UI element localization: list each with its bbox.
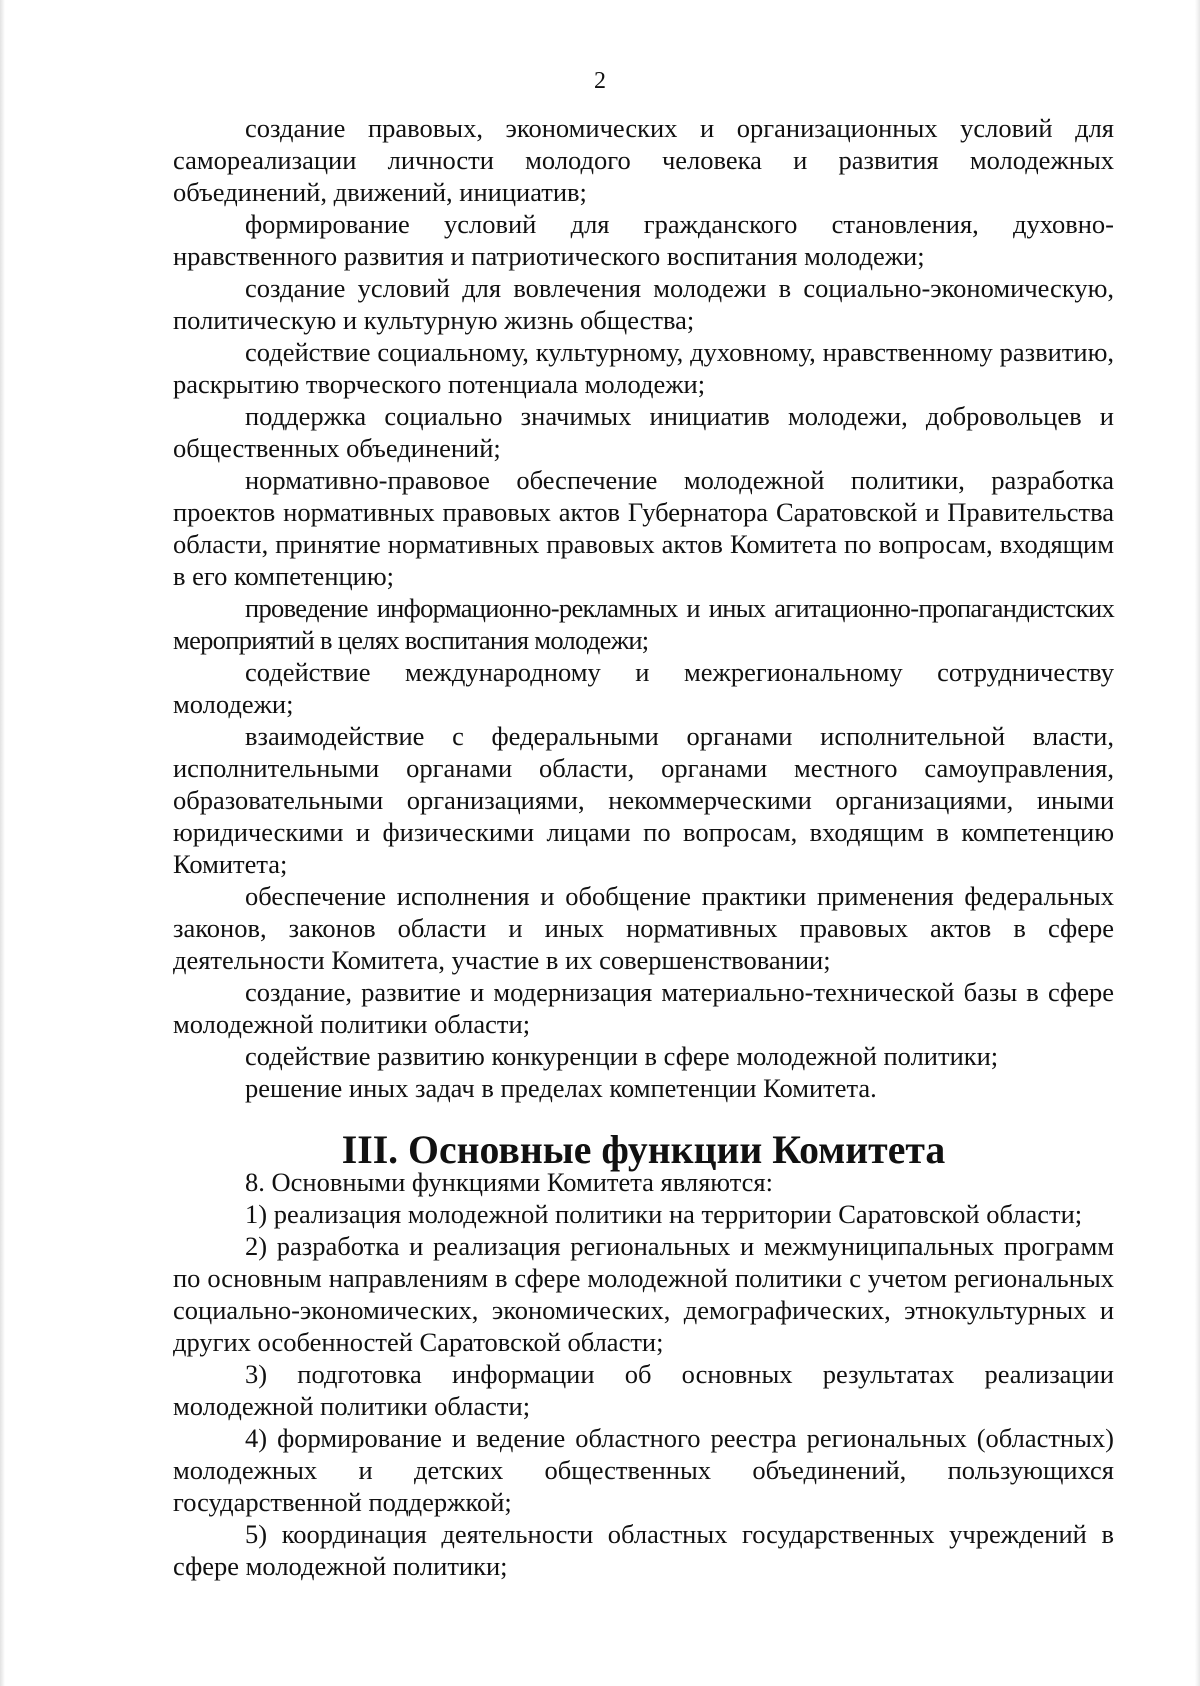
paragraph: создание, развитие и модернизация материально-технической базы в сфере молодежной политики области;	[173, 977, 1114, 1039]
section-heading: III. Основные функции Комитета	[341, 1128, 946, 1172]
paragraph: взаимодействие с федеральными органами исполнительной власти, исполнительными органами области, органами местного самоуправления, образовательными организациями, некоммерческими организациями, иными юридическими и физическими лицами по вопросам, входящим в компетенцию Комитета;	[173, 721, 1114, 879]
paragraph: содействие развитию конкуренции в сфере молодежной политики;	[245, 1041, 999, 1071]
document-body	[173, 112, 1114, 1582]
paragraph: обеспечение исполнения и обобщение практики применения федеральных законов, законов области и иных нормативных правовых актов в сфере деятельности Комитета, участие в их совершенствовании;	[173, 881, 1114, 975]
scan-edge-left	[0, 0, 5, 1686]
list-item: 4) формирование и ведение областного реестра региональных (областных) молодежных и детских общественных объединений, пользующихся государственной поддержкой;	[173, 1423, 1114, 1517]
paragraph: создание правовых, экономических и организационных условий для самореализации личности молодого человека и развития молодежных объединений, движений, инициатив;	[173, 113, 1114, 207]
list-item: 1) реализация молодежной политики на территории Саратовской области;	[245, 1199, 1083, 1229]
list-item: 2) разработка и реализация региональных и межмуниципальных программ по основным направлениям в сфере молодежной политики с учетом региональных социально-экономических, экономических, демографических, этнокультурных и других особенностей Саратовской области;	[173, 1231, 1114, 1357]
page-number: 2	[594, 68, 606, 94]
paragraph: 8. Основными функциями Комитета являются:	[245, 1167, 773, 1197]
paragraph: создание условий для вовлечения молодежи в социально-экономическую, политическую и культурную жизнь общества;	[173, 273, 1114, 335]
paragraph: решение иных задач в пределах компетенции Комитета.	[245, 1073, 877, 1103]
paragraph: формирование условий для гражданского становления, духовно-нравственного развития и патриотического воспитания молодежи;	[173, 209, 1114, 271]
scan-edge-right	[1195, 0, 1200, 1686]
paragraph: проведение информационно-рекламных и иных агитационно-пропагандистских мероприятий в целях воспитания молодежи;	[173, 593, 1114, 655]
paragraph: поддержка социально значимых инициатив молодежи, добровольцев и общественных объединений;	[173, 401, 1114, 463]
list-item: 3) подготовка информации об основных результатах реализации молодежной политики области;	[173, 1359, 1114, 1421]
list-item: 5) координация деятельности областных государственных учреждений в сфере молодежной политики;	[173, 1519, 1114, 1581]
paragraph: содействие международному и межрегиональному сотрудничеству молодежи;	[173, 657, 1114, 719]
paragraph: содействие социальному, культурному, духовному, нравственному развитию, раскрытию творческого потенциала молодежи;	[173, 337, 1114, 399]
paragraph: нормативно-правовое обеспечение молодежной политики, разработка проектов нормативных правовых актов Губернатора Саратовской и Правительства области, принятие нормативных правовых актов Комитета по вопросам, входящим в его компетенцию;	[173, 465, 1114, 591]
